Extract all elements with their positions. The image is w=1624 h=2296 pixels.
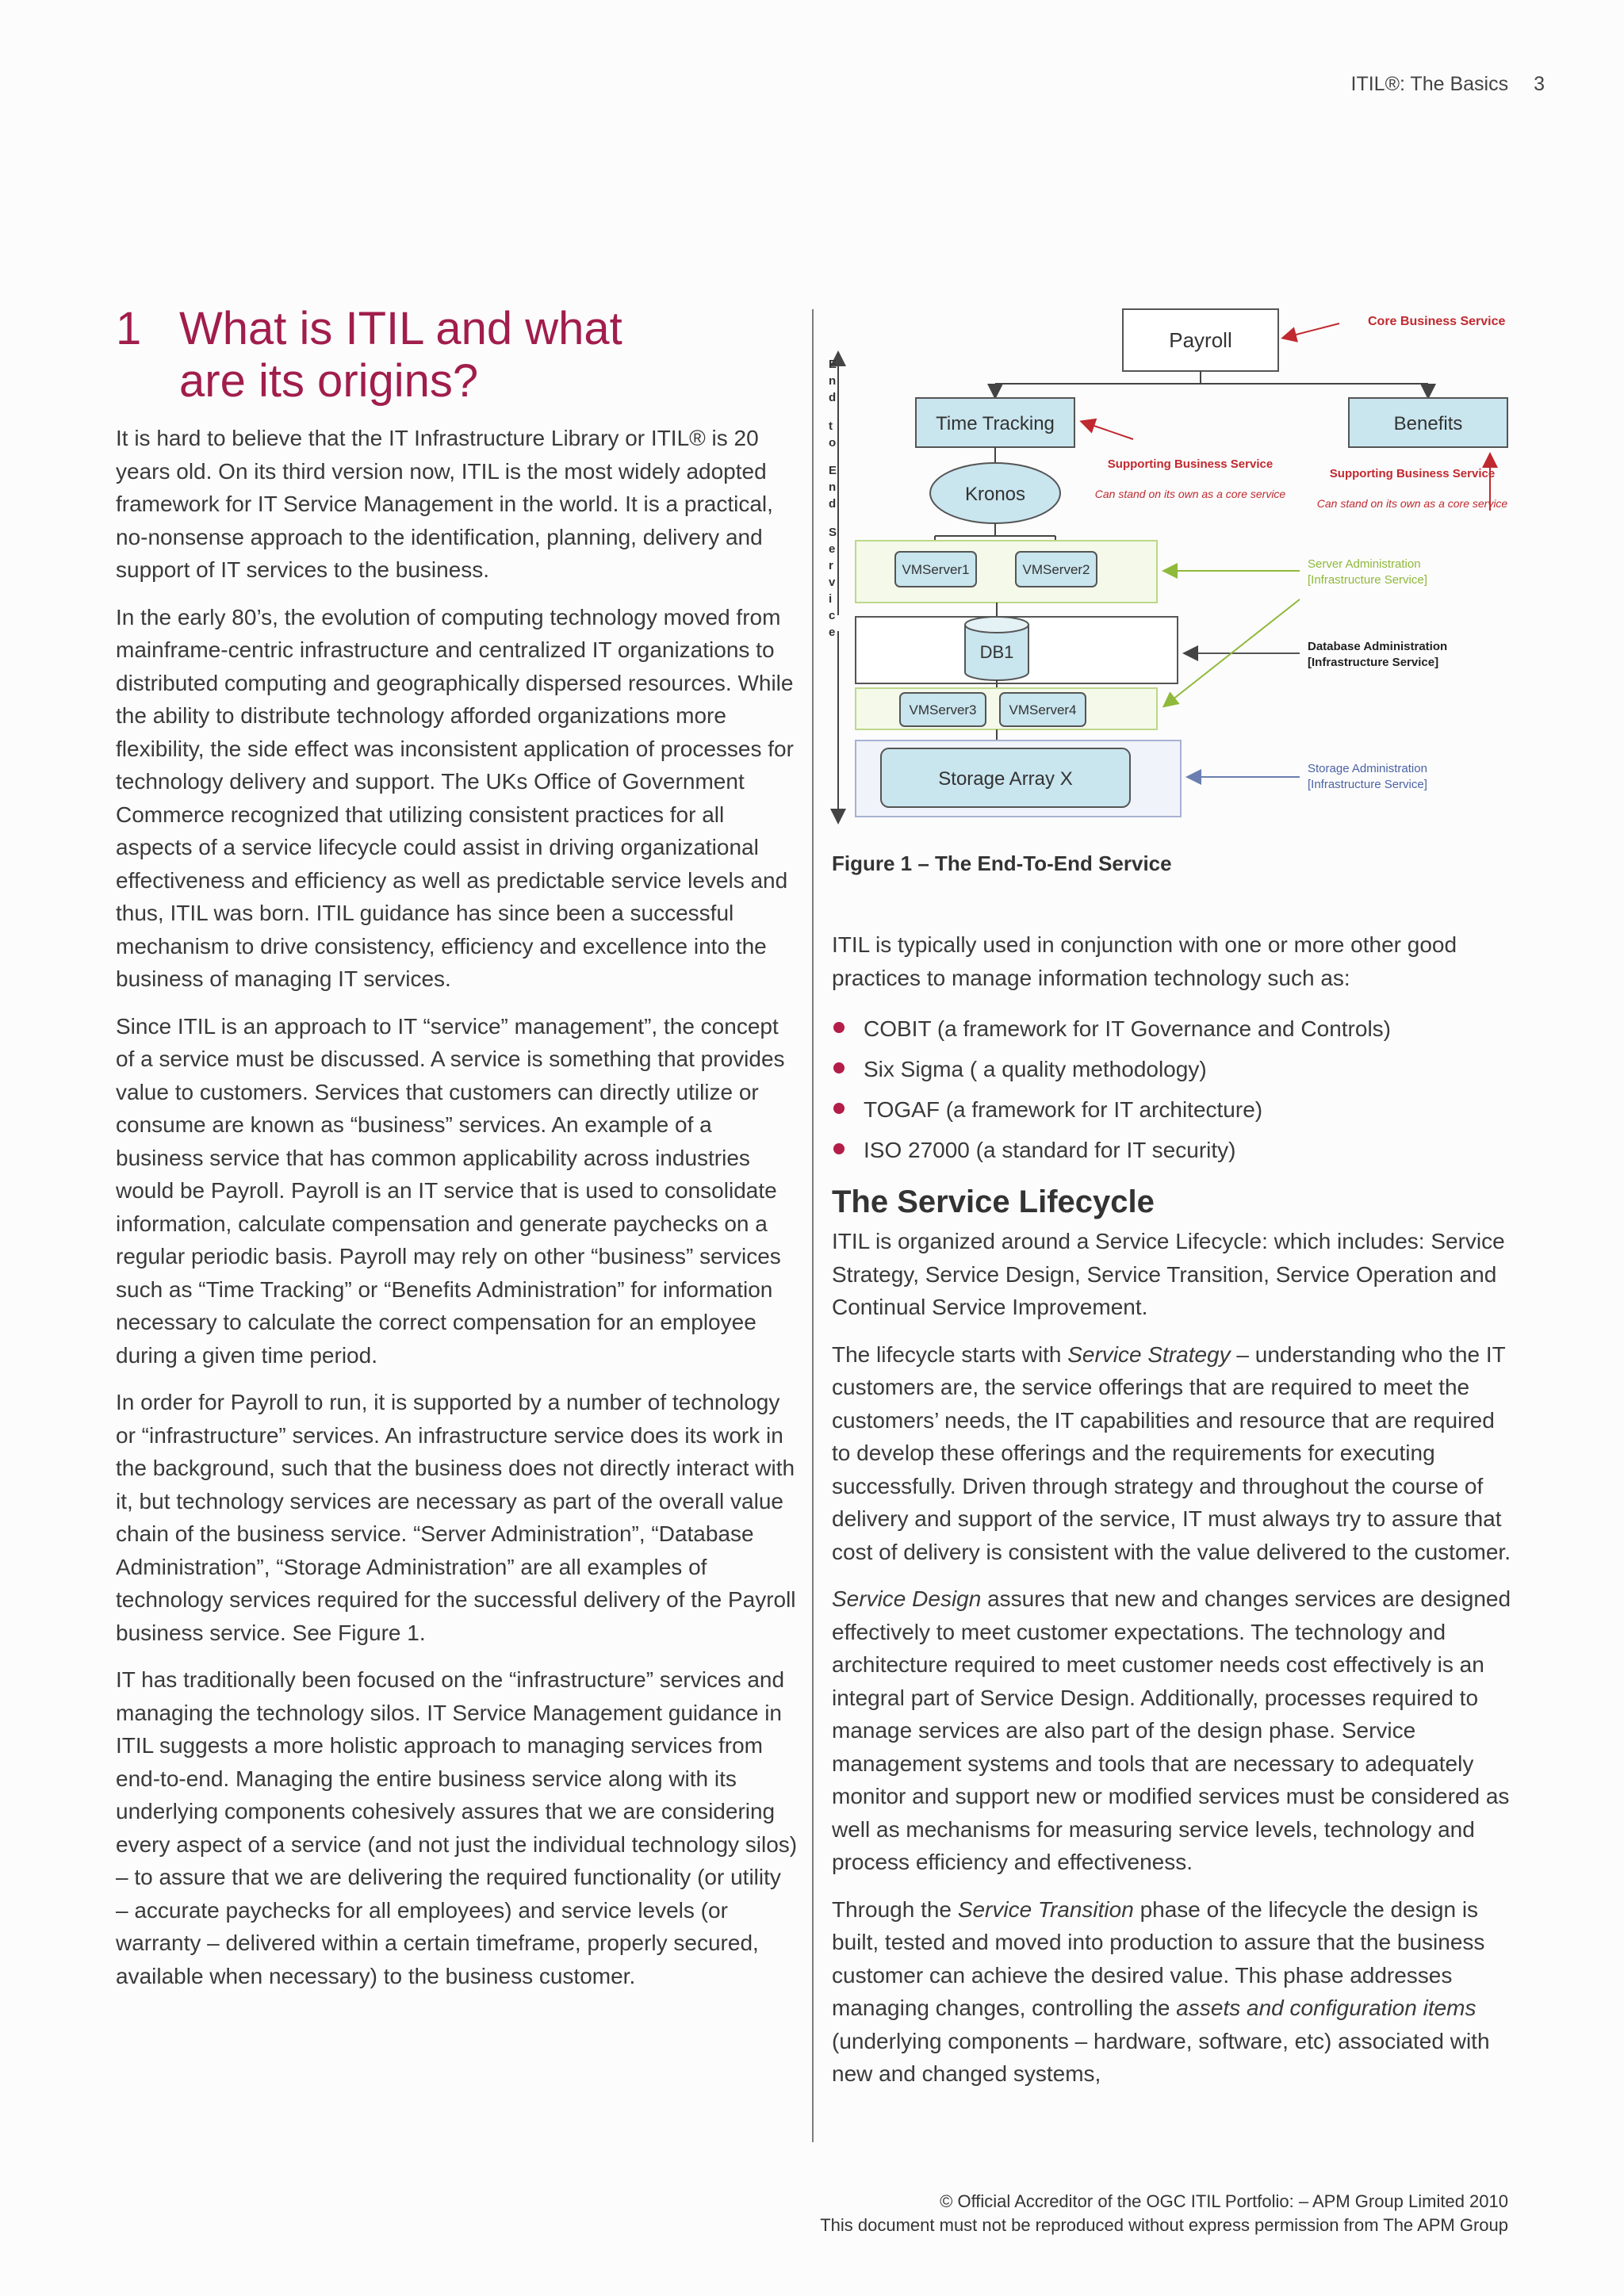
section-title-line2: are its origins?: [179, 355, 479, 407]
vmserver3-label: VMServer3: [909, 702, 977, 718]
storage-admin-line1: Storage Administration: [1308, 762, 1427, 775]
header-title: ITIL®: The Basics: [1350, 73, 1509, 95]
paragraph-service-transition: [832, 1893, 1514, 2091]
database-admin-label: [1308, 640, 1450, 669]
benefits-label: Benefits: [1393, 413, 1463, 434]
figure-caption: Figure 1 – The End-To-End Service: [832, 851, 1172, 875]
list-item: [832, 1008, 1514, 1049]
storage-array-label: Storage Array X: [938, 768, 1073, 790]
payroll-label: Payroll: [1169, 328, 1232, 352]
paragraph-service-design: [832, 1582, 1514, 1879]
assets-emphasis: assets and configuration items: [1176, 1996, 1477, 2020]
footer-notice: This document must not be reproduced without express permission from The APM Group: [820, 2215, 1508, 2235]
list-item-text: COBIT (a framework for IT Governance and Controls): [864, 1016, 1391, 1041]
strategy-text-post: – understanding who the IT customers are, the service offerings that are required to meet the customers’ needs, the IT capabilities and resource that are required to develop these offerings and the requirements for executing successfully. Driven through strategy and throughout the course of delivery and support of the service, IT must always try to assure that cost of delivery is consistent with the value delivered to the customer.: [832, 1341, 1511, 1564]
section-title: [179, 303, 622, 408]
good-practices-list: [832, 1008, 1514, 1170]
server-admin-line1: Server Administration: [1308, 557, 1421, 571]
server-admin-label: [1308, 557, 1427, 587]
running-header: [1351, 73, 1545, 96]
figure-diagram: [829, 298, 1538, 837]
supporting-label-1: Supporting Business Service: [1107, 457, 1274, 471]
lifecycle-heading: The Service Lifecycle: [832, 1184, 1155, 1219]
design-emphasis: Service Design: [832, 1586, 982, 1611]
vmserver1-label: VMServer1: [902, 562, 970, 577]
database-admin-line2: [Infrastructure Service]: [1308, 656, 1439, 669]
paragraph-lifecycle-overview: ITIL is organized around a Service Lifecycle: which includes: Service Strategy, Service Design, Service Transition, Service Operation and Continual Service Improvement.: [832, 1229, 1505, 1319]
transition-text-mid: phase of the lifecycle the design is built, tested and moved into production to assure that the business customer can achieve the desired value. This phase addresses managing changes, controlling the: [832, 1896, 1485, 2020]
paragraph-intro: It is hard to believe that the IT Infrastructure Library or ITIL® is 20 years old. On its third version now, ITIL is the most widely adopted framework for IT Service Management in the world. It is a practical, no-nonsense approach to the identification, planning, delivery and support of IT services to the business.: [116, 426, 773, 582]
supporting-label-2: Supporting Business Service: [1329, 467, 1496, 480]
core-service-label: Core Business Service: [1368, 315, 1506, 328]
paragraph-service-strategy: [832, 1338, 1514, 1569]
list-item: [832, 1089, 1514, 1130]
storage-admin-label: [1308, 762, 1431, 791]
strategy-emphasis: Service Strategy: [1067, 1341, 1231, 1367]
bullet-icon: [833, 1062, 845, 1073]
supporting-arrow-1: [1082, 422, 1133, 439]
paragraph-good-practices: ITIL is typically used in conjunction with one or more other good practices to manage information technology such as:: [832, 932, 1457, 990]
db1-top: [965, 617, 1028, 633]
transition-emphasis: Service Transition: [957, 1896, 1134, 1922]
list-item-text: TOGAF (a framework for IT architecture): [864, 1097, 1263, 1122]
kronos-label: Kronos: [964, 484, 1026, 505]
stand-alone-label-1: Can stand on its own as a core service: [1094, 488, 1286, 500]
vmserver2-label: VMServer2: [1022, 562, 1090, 577]
side-label: E n d t o E n d S e r v i c e: [829, 358, 837, 639]
bullet-icon: [833, 1103, 845, 1114]
page-number: 3: [1534, 73, 1545, 95]
list-item: [832, 1130, 1514, 1170]
section-number: 1: [116, 303, 142, 354]
section-title-line1: What is ITIL and what: [179, 303, 622, 354]
db1-label: DB1: [979, 642, 1014, 662]
storage-admin-line2: [Infrastructure Service]: [1308, 778, 1427, 791]
column-divider: [812, 309, 814, 2142]
section-heading: [116, 303, 798, 408]
footer-copyright: © Official Accreditor of the OGC ITIL Portfolio: – APM Group Limited 2010: [940, 2191, 1508, 2211]
server-admin-line2: [Infrastructure Service]: [1308, 573, 1427, 587]
list-item-text: Six Sigma ( a quality methodology): [864, 1057, 1207, 1081]
paragraph-infrastructure: In order for Payroll to run, it is supported by a number of technology or “infrastructure” services. An infrastructure service does its work in the background, such that the business does not directly interact with it, but technology services are necessary as part of the overall value chain of the business service. “Server Administration”, “Database Administration”, “Storage Administration” are all examples of technology services required for the successful delivery of the Payroll business service. See Figure 1.: [116, 1390, 796, 1645]
left-column: [116, 303, 798, 2007]
database-admin-line1: Database Administration: [1308, 640, 1448, 653]
transition-text-pre: Through the: [832, 1896, 958, 1922]
time-tracking-label: Time Tracking: [936, 413, 1055, 434]
footer: [820, 2190, 1508, 2237]
end-to-end-service-figure: [829, 298, 1538, 837]
list-item: [832, 1049, 1514, 1089]
core-service-arrow: [1284, 323, 1339, 338]
stand-alone-label-2: Can stand on its own as a core service: [1316, 497, 1508, 510]
list-item-text: ISO 27000 (a standard for IT security): [864, 1138, 1236, 1162]
right-column: [829, 298, 1514, 2105]
strategy-text-pre: The lifecycle starts with: [832, 1341, 1068, 1367]
bullet-icon: [833, 1022, 845, 1033]
paragraph-service-concept: Since ITIL is an approach to IT “service” management”, the concept of a service must be discussed. A service is something that provides value to customers. Services that customers can directly utilize or consume are known as “business” services. An example of a business service that has common applicability across industries would be Payroll. Payroll is an IT service that is used to consolidate information, calculate compensation and generate paychecks on a regular periodic basis. Payroll may rely on other “business” services such as “Time Tracking” or “Benefits Administration” for information necessary to calculate the correct compensation for an employee during a given time period.: [116, 1013, 785, 1368]
transition-text-post: (underlying components – hardware, software, etc) associated with new and changed systems,: [832, 2028, 1490, 2086]
paragraph-holistic: IT has traditionally been focused on the “infrastructure” services and managing the technology silos. IT Service Management guidance in ITIL suggests a more holistic approach to managing services from end-to-end. Managing the entire business service along with its underlying components cohesively assures that we are considering every aspect of a service (and not just the individual technology silos) – to assure that we are delivering the required functionality (or utility – accurate paychecks for all employees) and service levels (or warranty – delivered within a certain timeframe, properly secured, available when necessary) to the business customer.: [116, 1667, 798, 1988]
vmserver4-label: VMServer4: [1009, 702, 1077, 718]
design-text: assures that new and changes services are designed effectively to meet customer expectations. The technology and architecture required to meet customer needs cost effectively is an integral part of Service Design. Additionally, processes required to manage services are also part of the design phase. Service management systems and tools that are necessary to adequately monitor and support new or modified services must be considered as well as mechanisms for measuring service levels, technology and process efficiency and effectiveness.: [832, 1586, 1511, 1874]
paragraph-history: In the early 80’s, the evolution of computing technology moved from mainframe-centric infrastructure and centralized IT organizations to distributed computing and geographically dispersed resources. While the ability to distribute technology afforded organizations more flexibility, the side effect was inconsistent application of processes for technology delivery and support. The UKs Office of Government Commerce recognized that utilizing consistent practices for all aspects of a service lifecycle could assist in driving organizational effectiveness and efficiency as well as predictable service levels and thus, ITIL was born. ITIL guidance has since been a successful mechanism to drive consistency, efficiency and excellence into the business of managing IT services.: [116, 604, 794, 991]
bullet-icon: [833, 1143, 845, 1154]
